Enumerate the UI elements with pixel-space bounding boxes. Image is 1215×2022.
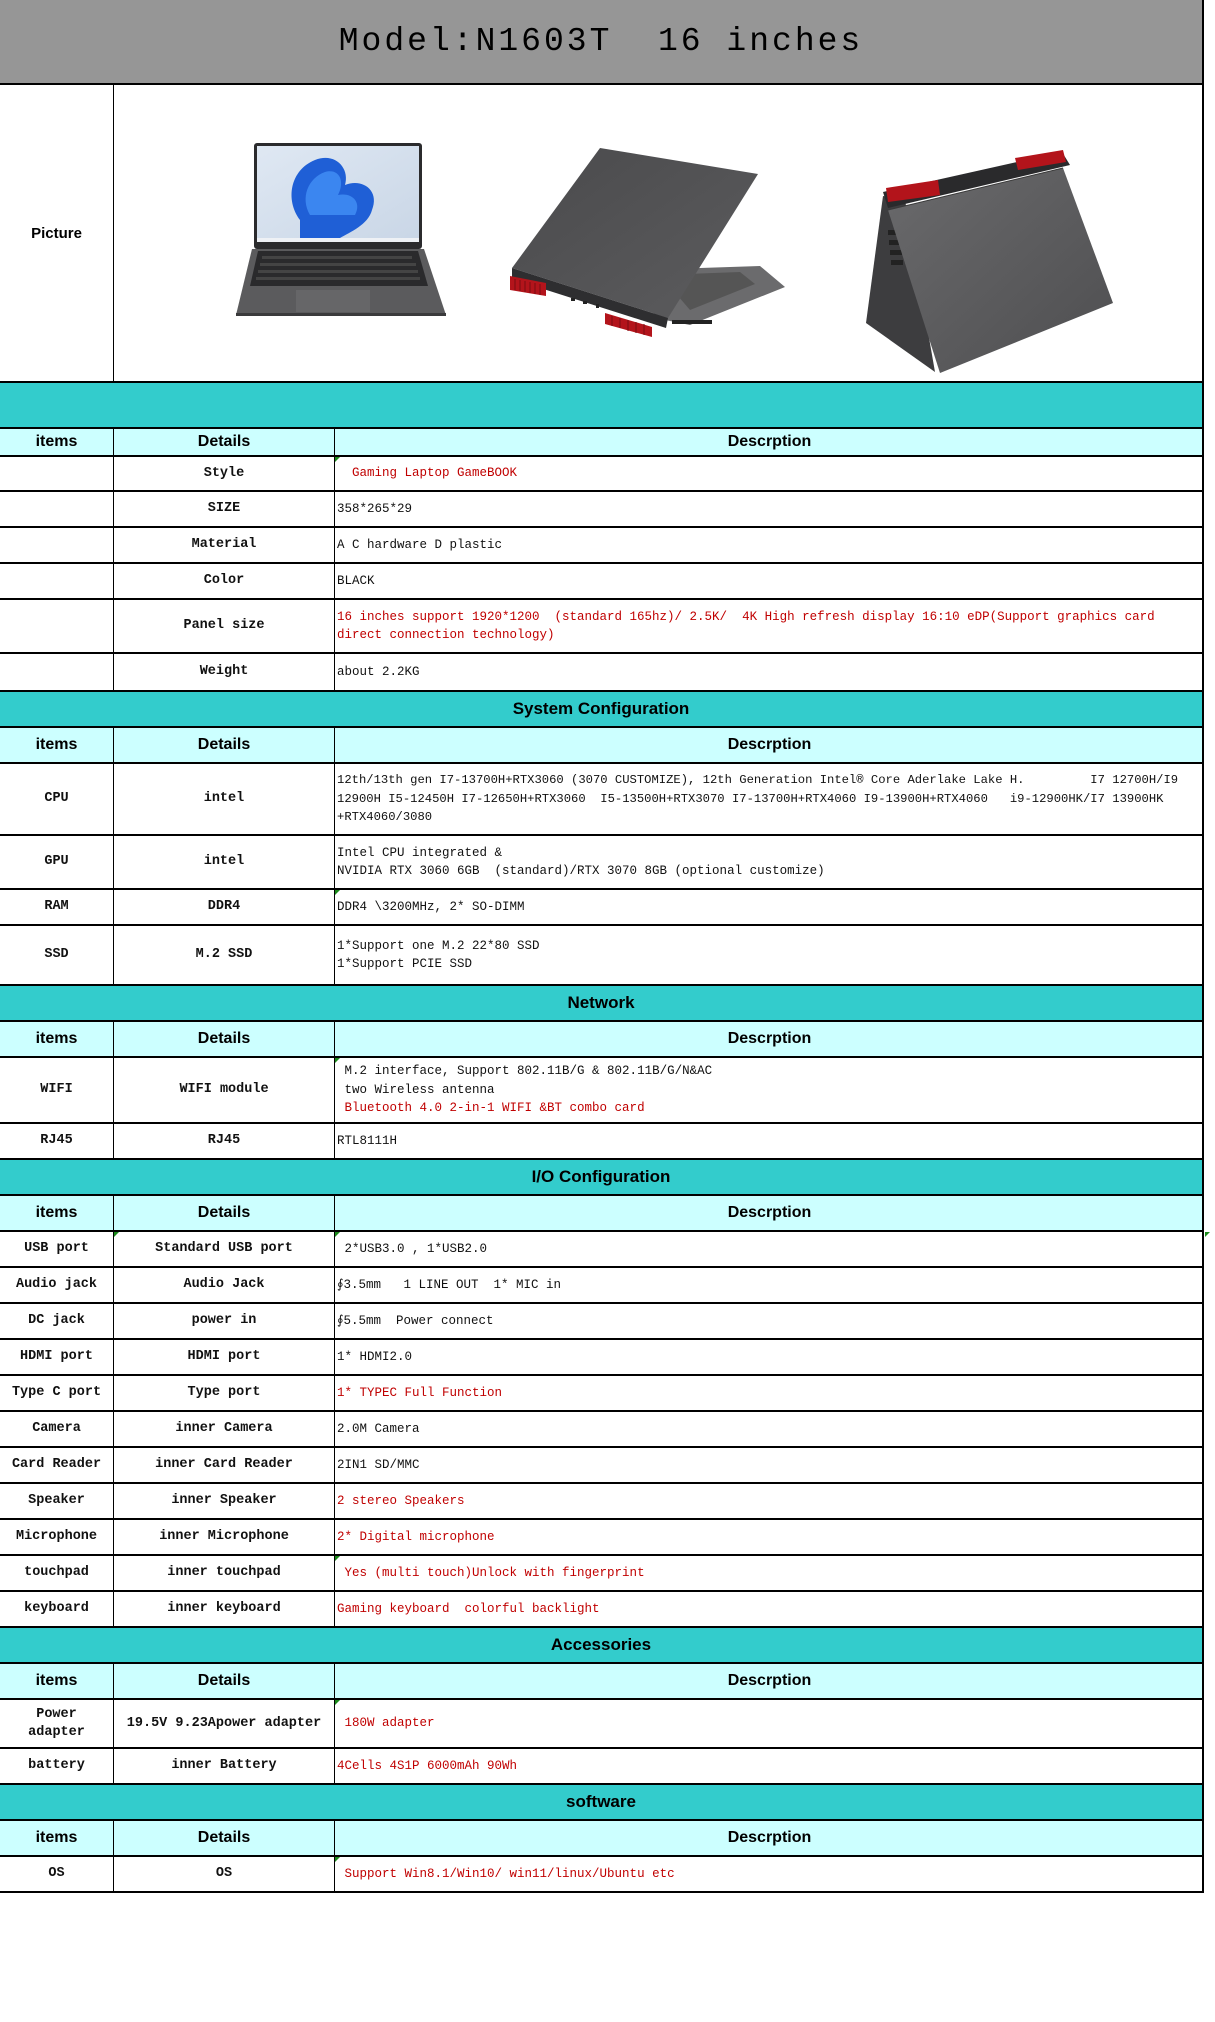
laptop-front-icon: [236, 143, 446, 316]
column-header-row: [0, 1821, 1204, 1857]
description-line: M.2 interface, Support 802.11B/G & 802.11B/G/N&AC: [337, 1064, 713, 1079]
row-description: 1* HDMI2.0: [337, 1349, 413, 1364]
table-row: [0, 1232, 1204, 1268]
row-description: 2 stereo Speakers: [337, 1493, 465, 1508]
col-header-description: Descrption: [727, 1204, 812, 1221]
section-header-system: [0, 692, 1204, 728]
section-title: Network: [567, 993, 635, 1012]
picture-cell: [114, 85, 1202, 381]
table-row: [0, 836, 1204, 890]
description-line: Bluetooth 4.0 2-in-1 WIFI &BT combo card: [337, 1101, 645, 1116]
row-description: ∮3.5mm 1 LINE OUT 1* MIC in: [337, 1277, 562, 1292]
column-header-row: [0, 1664, 1204, 1700]
row-item: RJ45: [0, 1124, 114, 1158]
row-item: Power adapter: [0, 1700, 114, 1747]
row-detail: Color: [114, 564, 335, 598]
section-header-accessories: [0, 1628, 1204, 1664]
row-detail: inner keyboard: [114, 1592, 335, 1626]
col-header-description: Descrption: [727, 1829, 812, 1846]
table-row: [0, 890, 1204, 926]
row-description: 180W adapter: [335, 1700, 1202, 1747]
table-row: [0, 564, 1204, 600]
row-item: GPU: [0, 836, 114, 888]
row-detail: inner Battery: [114, 1749, 335, 1783]
row-detail: intel: [114, 764, 335, 834]
table-row: [0, 528, 1204, 564]
table-row: [0, 764, 1204, 836]
col-header-description: Descrption: [727, 433, 812, 450]
row-description: 1*Support one M.2 22*80 SSD 1*Support PCIE SSD: [337, 938, 540, 971]
row-description: 358*265*29: [337, 501, 413, 516]
row-detail: inner touchpad: [114, 1556, 335, 1590]
general-rows: [0, 457, 1204, 692]
table-row: [0, 1448, 1204, 1484]
row-detail: Style: [114, 457, 335, 490]
row-description: about 2.2KG: [337, 664, 420, 679]
col-header-details: Details: [114, 1022, 335, 1056]
row-detail: 19.5V 9.23Apower adapter: [114, 1700, 335, 1747]
row-item: CPU: [0, 764, 114, 834]
io-rows: [0, 1232, 1204, 1628]
table-row: [0, 1304, 1204, 1340]
row-description: Gaming Laptop GameBOOK: [335, 457, 1202, 490]
row-detail: SIZE: [114, 492, 335, 526]
col-header-details: Details: [114, 429, 335, 455]
table-row: [0, 1857, 1204, 1893]
row-detail: RJ45: [114, 1124, 335, 1158]
table-row: [0, 1749, 1204, 1785]
row-detail: inner Speaker: [114, 1484, 335, 1518]
row-item: Card Reader: [0, 1448, 114, 1482]
row-item: battery: [0, 1749, 114, 1783]
col-header-items: items: [0, 1821, 114, 1855]
row-item: USB port: [0, 1232, 114, 1266]
row-detail: WIFI module: [114, 1058, 335, 1122]
table-row: [0, 1058, 1204, 1124]
table-row: [0, 1268, 1204, 1304]
cell-marker: [335, 1700, 340, 1705]
section-title: Accessories: [550, 1635, 652, 1654]
col-header-items: items: [0, 728, 114, 762]
column-header-row: [0, 728, 1204, 764]
col-header-description: Descrption: [727, 736, 812, 753]
row-detail: Audio Jack: [114, 1268, 335, 1302]
cell-marker: [335, 1058, 340, 1063]
row-item: DC jack: [0, 1304, 114, 1338]
row-item: RAM: [0, 890, 114, 924]
row-item: SSD: [0, 926, 114, 984]
row-description: 2IN1 SD/MMC: [337, 1457, 420, 1472]
row-detail: DDR4: [114, 890, 335, 924]
row-item: keyboard: [0, 1592, 114, 1626]
row-item: touchpad: [0, 1556, 114, 1590]
col-header-details: Details: [114, 1821, 335, 1855]
section-title: software: [566, 1792, 636, 1811]
col-header-description: Descrption: [727, 1672, 812, 1689]
cell-marker: [335, 1232, 340, 1237]
section-title: I/O Configuration: [531, 1167, 671, 1186]
row-description: 2* Digital microphone: [337, 1529, 495, 1544]
table-row: [0, 1124, 1204, 1160]
row-detail: intel: [114, 836, 335, 888]
row-description: 16 inches support 1920*1200 (standard 165hz)/ 2.5K/ 4K High refresh display 16:10 eDP(Support graphics card direct connection technology): [337, 609, 1163, 642]
table-row: [0, 1412, 1204, 1448]
col-header-items: items: [0, 429, 114, 455]
row-description: 4Cells 4S1P 6000mAh 90Wh: [337, 1758, 518, 1773]
page-title: Model:N1603T 16 inches: [338, 23, 864, 60]
row-description: Support Win8.1/Win10/ win11/linux/Ubuntu etc: [335, 1857, 1202, 1891]
cell-marker: [335, 890, 340, 895]
column-header-row: [0, 1196, 1204, 1232]
table-row: [0, 654, 1204, 692]
table-row: [0, 1376, 1204, 1412]
description-line: two Wireless antenna: [337, 1082, 495, 1097]
row-description: Yes (multi touch)Unlock with fingerprint: [335, 1556, 1202, 1590]
table-row: [0, 1700, 1204, 1749]
cell-marker: [335, 457, 340, 462]
title-band: [0, 0, 1204, 85]
row-detail: inner Camera: [114, 1412, 335, 1446]
col-header-details: Details: [114, 1196, 335, 1230]
table-row: [0, 926, 1204, 986]
row-detail: inner Microphone: [114, 1520, 335, 1554]
cell-marker: [1205, 1232, 1210, 1237]
row-description: 1* TYPEC Full Function: [337, 1385, 503, 1400]
row-description: ∮5.5mm Power connect: [337, 1313, 494, 1328]
row-item: HDMI port: [0, 1340, 114, 1374]
row-detail: OS: [114, 1857, 335, 1891]
row-description: BLACK: [337, 573, 375, 588]
row-description: RTL8111H: [337, 1133, 398, 1148]
row-description: 12th/13th gen I7-13700H+RTX3060 (3070 CUSTOMIZE), 12th Generation Intel® Core Aderlake Lake H. I7 12700H/I9 12900H I5-12450H I7-12650H+RTX3060 I5-13500H+RTX3070 I7-13700H+RTX4060 I9-13900H+RTX4060 i9-12900HK/I7 13900HK +RTX4060/3080: [337, 773, 1186, 825]
product-photos: [114, 85, 1202, 381]
col-header-items: items: [0, 1022, 114, 1056]
row-description: Gaming keyboard colorful backlight: [337, 1601, 600, 1616]
section-header-software: [0, 1785, 1204, 1821]
picture-label: Picture: [31, 224, 82, 242]
row-item: WIFI: [0, 1058, 114, 1122]
col-header-items: items: [0, 1196, 114, 1230]
row-description: Intel CPU integrated & NVIDIA RTX 3060 6GB (standard)/RTX 3070 8GB (optional customize): [337, 845, 825, 878]
table-row: [0, 1484, 1204, 1520]
row-detail: Weight: [114, 654, 335, 690]
table-row: [0, 600, 1204, 654]
row-item: Speaker: [0, 1484, 114, 1518]
picture-row: [0, 85, 1204, 383]
table-row: [0, 1556, 1204, 1592]
row-detail: Standard USB port: [114, 1232, 335, 1266]
row-description: 2*USB3.0 , 1*USB2.0: [335, 1232, 1202, 1266]
table-row: [0, 1340, 1204, 1376]
cell-marker: [335, 1857, 340, 1862]
table-row: [0, 492, 1204, 528]
row-item: Audio jack: [0, 1268, 114, 1302]
laptop-tent-icon: [866, 150, 1113, 373]
row-detail: inner Card Reader: [114, 1448, 335, 1482]
column-header-row: [0, 1022, 1204, 1058]
row-detail: Panel size: [114, 600, 335, 652]
col-header-description: Descrption: [727, 1030, 812, 1047]
row-detail: Material: [114, 528, 335, 562]
col-header-items: items: [0, 1664, 114, 1698]
row-description: A C hardware D plastic: [337, 537, 503, 552]
row-item: OS: [0, 1857, 114, 1891]
cell-marker: [335, 1556, 340, 1561]
section-header-general: [0, 383, 1204, 429]
section-title: System Configuration: [512, 699, 690, 718]
section-header-io: [0, 1160, 1204, 1196]
column-header-row: [0, 429, 1204, 457]
cell-marker: [114, 1232, 119, 1237]
row-description: [335, 1058, 1202, 1122]
row-detail: Type port: [114, 1376, 335, 1410]
row-detail: power in: [114, 1304, 335, 1338]
row-detail: HDMI port: [114, 1340, 335, 1374]
row-description: DDR4 \3200MHz, 2* SO-DIMM: [335, 890, 1202, 924]
table-row: [0, 457, 1204, 492]
col-header-details: Details: [114, 1664, 335, 1698]
row-item: Microphone: [0, 1520, 114, 1554]
row-item: Type C port: [0, 1376, 114, 1410]
row-description: 2.0M Camera: [337, 1421, 420, 1436]
picture-label-cell: [0, 85, 114, 381]
row-item: Camera: [0, 1412, 114, 1446]
table-row: [0, 1592, 1204, 1628]
col-header-details: Details: [114, 728, 335, 762]
row-detail: M.2 SSD: [114, 926, 335, 984]
section-header-network: [0, 986, 1204, 1022]
table-row: [0, 1520, 1204, 1556]
laptop-rear-icon: [510, 148, 785, 337]
